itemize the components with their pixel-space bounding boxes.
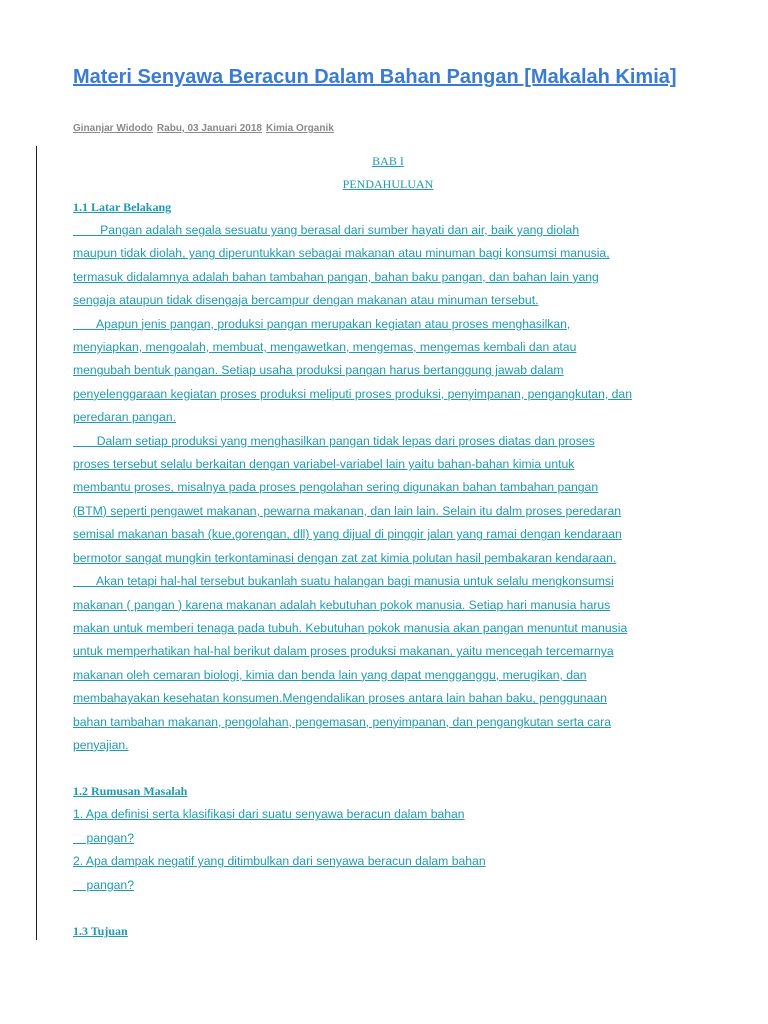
paragraph-line: makanan oleh cemaran biologi, kimia dan benda lain yang dapat mengganggu, merugikan, dan xyxy=(73,667,587,682)
section-heading-latar-belakang: 1.1 Latar Belakang xyxy=(73,200,172,214)
paragraph-line: maupun tidak diolah, yang diperuntukkan sebagai makanan atau minuman bagi konsumsi manusia, xyxy=(73,246,610,261)
question-line: 2. Apa dampak negatif yang ditimbulkan dari senyawa beracun dalam bahan xyxy=(73,854,486,869)
paragraph-line: sengaja ataupun tidak disengaja bercampur dengan makanan atau minuman tersebut. xyxy=(73,293,539,308)
paragraph-line: Akan tetapi hal-hal tersebut bukanlah suatu halangan bagi manusia untuk selalu mengkonsumsi xyxy=(73,574,614,589)
question-line: pangan? xyxy=(73,877,134,892)
spacer xyxy=(73,897,703,920)
section-heading-rumusan-masalah: 1.2 Rumusan Masalah xyxy=(73,784,188,799)
post-meta xyxy=(73,123,338,134)
paragraph-line: membantu proses, misalnya pada proses pengolahan sering digunakan bahan tambahan pangan xyxy=(73,480,599,495)
section-latar-belakang-text xyxy=(73,219,703,757)
author-link[interactable]: Ginanjar Widodo xyxy=(73,123,153,134)
question-line: pangan? xyxy=(73,830,134,845)
paragraph-line: menyiapkan, mengoalah, membuat, mengawetkan, mengemas, mengemas kembali dan atau xyxy=(73,340,577,355)
paragraph-line: Pangan adalah segala sesuatu yang berasal dari sumber hayati dan air, baik yang diolah xyxy=(73,223,580,237)
paragraph-line: semisal makanan basah (kue,gorengan, dll) yang dijual di pinggir jalan yang ramai dengan kendaraan xyxy=(73,527,622,542)
paragraph-line: penyelenggaraan kegiatan proses produksi meliputi proses produksi, penyimpanan, pengangkutan, dan xyxy=(73,386,632,401)
paragraph-line: bermotor sangat mungkin terkontaminasi dengan zat zat kimia polutan hasil pembakaran kendaraan. xyxy=(73,550,617,565)
paragraph-line: untuk memperhatikan hal-hal berikut dalam proses produksi makanan, yaitu mencegah tercemarnya xyxy=(73,644,614,659)
paragraph-line: makan untuk memberi tenaga pada tubuh. Kebutuhan pokok manusia akan pangan menuntut manusia xyxy=(73,620,628,635)
section-rumusan-masalah-list xyxy=(73,803,703,897)
paragraph-line: mengubah bentuk pangan. Setiap usaha produksi pangan harus bertanggung jawab dalam xyxy=(73,363,564,378)
paragraph-line: bahan tambahan makanan, pengolahan, pengemasan, penyimpanan, dan pengangkutan serta cara xyxy=(73,714,612,729)
post-date: Rabu, 03 Januari 2018 xyxy=(156,123,262,134)
chapter-title: PENDAHULUAN xyxy=(342,177,434,191)
question-line: 1. Apa definisi serta klasifikasi dari suatu senyawa beracun dalam bahan xyxy=(73,807,465,822)
paragraph-line: penyajian. xyxy=(73,737,129,752)
paragraph-line: Apapun jenis pangan, produksi pangan merupakan kegiatan atau proses menghasilkan, xyxy=(73,316,571,331)
post-title-link[interactable]: Materi Senyawa Beracun Dalam Bahan Pangan [Makalah Kimia] xyxy=(73,66,677,88)
section-heading-tujuan: 1.3 Tujuan xyxy=(73,923,128,938)
paragraph-line: Dalam setiap produksi yang menghasilkan pangan tidak lepas dari proses diatas dan proses xyxy=(73,433,595,448)
paragraph-line: makanan ( pangan ) karena makanan adalah kebutuhan pokok manusia. Setiap hari manusia harus xyxy=(73,597,611,612)
paragraph-line: membahayakan kesehatan konsumen.Mengendalikan proses antara lain bahan baku, penggunaan xyxy=(73,691,607,706)
spacer xyxy=(73,757,703,780)
paragraph-line: proses tersebut selalu berkaitan dengan variabel-variabel lain yaitu bahan-bahan kimia untuk xyxy=(73,457,575,472)
left-margin-rule xyxy=(36,146,37,940)
chapter-number: BAB I xyxy=(372,154,404,168)
article-body xyxy=(73,150,703,943)
category-link[interactable]: Kimia Organik xyxy=(265,123,334,134)
paragraph-line: termasuk didalamnya adalah bahan tambahan pangan, bahan baku pangan, dan bahan lain yang xyxy=(73,269,599,284)
paragraph-line: (BTM) seperti pengawet makanan, pewarna makanan, dan lain lain. Selain itu dalm proses peredaran xyxy=(73,503,622,518)
paragraph-line: peredaran pangan. xyxy=(73,410,177,425)
